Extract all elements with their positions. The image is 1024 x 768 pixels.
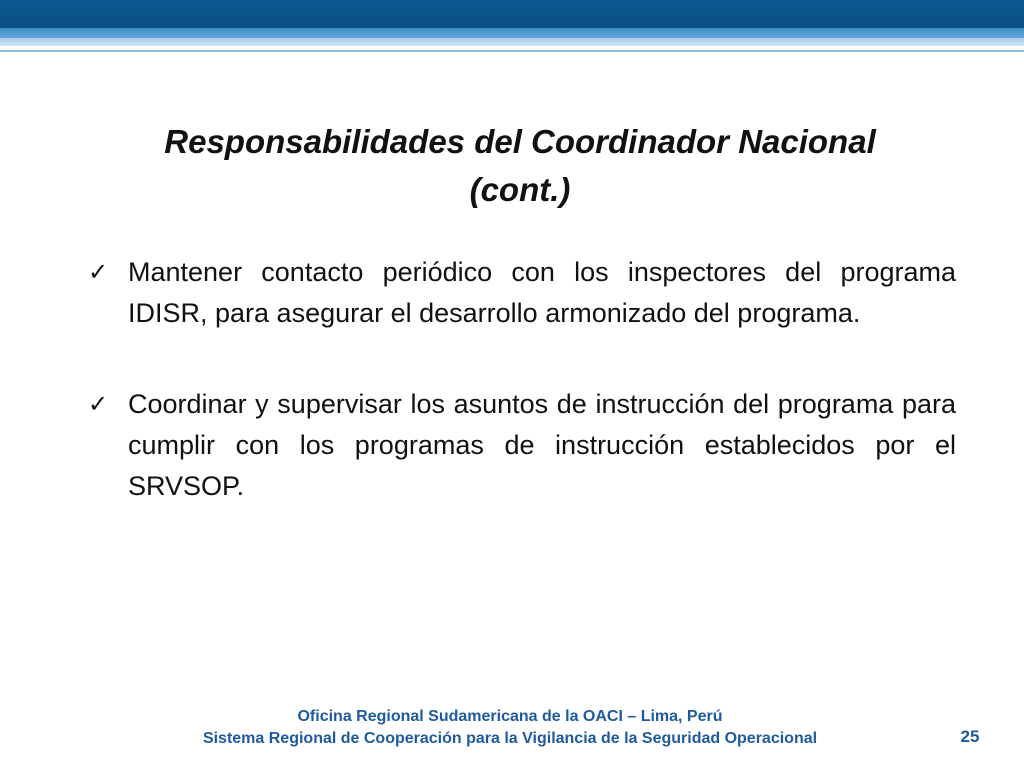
bullet-item (88, 384, 956, 507)
check-icon: ✓ (88, 258, 109, 286)
header-band-dark (0, 0, 1024, 28)
bullet-list (88, 252, 956, 557)
header-band-line (0, 50, 1024, 52)
page-number: 25 (960, 727, 980, 746)
bullet-item (88, 252, 956, 334)
footer (100, 706, 920, 750)
header-band (0, 0, 1024, 58)
check-icon: ✓ (88, 390, 109, 418)
footer-line2: Sistema Regional de Cooperación para la Vigilancia de la Seguridad Operacional (202, 730, 818, 747)
slide-title-line2: (cont.) (469, 171, 571, 208)
slide-title-line1: Responsabilidades del Coordinador Nacional (164, 123, 876, 160)
bullet-text: Mantener contacto periódico con los inspectores del programa IDISR, para asegurar el desarrollo armonizado del programa. (128, 257, 956, 328)
header-band-light (0, 38, 1024, 46)
footer-line1: Oficina Regional Sudamericana de la OACI – Lima, Perú (297, 708, 723, 725)
bullet-text: Coordinar y supervisar los asuntos de instrucción del programa para cumplir con los programas de instrucción establecidos por el SRVSOP. (128, 389, 956, 501)
header-band-mid (0, 28, 1024, 38)
slide-title (60, 118, 980, 214)
